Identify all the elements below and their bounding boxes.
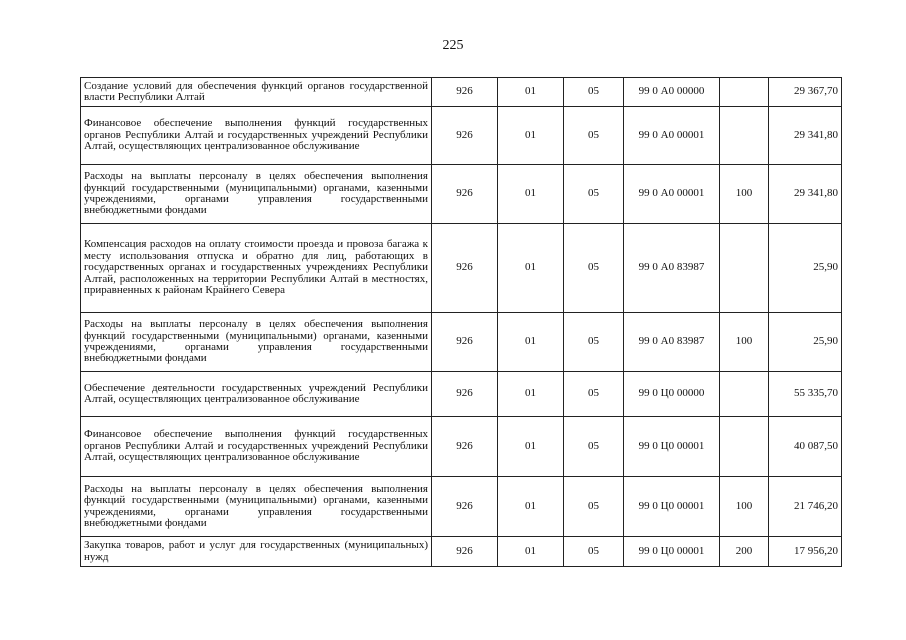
row-rz: 01 bbox=[498, 165, 564, 224]
row-name: Расходы на выплаты персоналу в целях обеспечения выполнения функций государственными (муниципальными) органами, казенными учреждениями, органами управления государственными внебюджетными фондами bbox=[81, 165, 432, 224]
row-grbs: 926 bbox=[432, 107, 498, 165]
row-vr bbox=[720, 224, 769, 313]
row-pr: 05 bbox=[564, 417, 624, 477]
row-cs: 99 0 А0 00000 bbox=[624, 78, 720, 107]
row-grbs: 926 bbox=[432, 372, 498, 417]
row-grbs: 926 bbox=[432, 477, 498, 537]
table-row bbox=[81, 78, 842, 107]
row-cs: 99 0 А0 00001 bbox=[624, 165, 720, 224]
row-pr: 05 bbox=[564, 107, 624, 165]
row-pr: 05 bbox=[564, 313, 624, 372]
row-grbs: 926 bbox=[432, 417, 498, 477]
row-pr: 05 bbox=[564, 165, 624, 224]
row-grbs: 926 bbox=[432, 537, 498, 567]
row-vr bbox=[720, 417, 769, 477]
row-name: Расходы на выплаты персоналу в целях обеспечения выполнения функций государственными (муниципальными) органами, казенными учреждениями, органами управления государственными внебюджетными фондами bbox=[81, 477, 432, 537]
table-row bbox=[81, 165, 842, 224]
row-sum: 29 341,80 bbox=[769, 107, 842, 165]
row-name: Расходы на выплаты персоналу в целях обеспечения выполнения функций государственными (муниципальными) органами, казенными учреждениями, органами управления государственными внебюджетными фондами bbox=[81, 313, 432, 372]
table-row bbox=[81, 417, 842, 477]
row-name: Обеспечение деятельности государственных учреждений Республики Алтай, осуществляющих централизованное обслуживание bbox=[81, 372, 432, 417]
row-rz: 01 bbox=[498, 477, 564, 537]
row-pr: 05 bbox=[564, 78, 624, 107]
row-grbs: 926 bbox=[432, 313, 498, 372]
table-row bbox=[81, 537, 842, 567]
row-pr: 05 bbox=[564, 372, 624, 417]
row-cs: 99 0 Ц0 00001 bbox=[624, 477, 720, 537]
row-vr: 100 bbox=[720, 165, 769, 224]
row-pr: 05 bbox=[564, 477, 624, 537]
table-row bbox=[81, 313, 842, 372]
table-row bbox=[81, 107, 842, 165]
row-vr: 100 bbox=[720, 477, 769, 537]
row-name: Финансовое обеспечение выполнения функций государственных органов Республики Алтай и государственных учреждений Республики Алтай, осуществляющих централизованное обслуживание bbox=[81, 417, 432, 477]
row-grbs: 926 bbox=[432, 165, 498, 224]
row-sum: 55 335,70 bbox=[769, 372, 842, 417]
row-sum: 29 367,70 bbox=[769, 78, 842, 107]
row-vr bbox=[720, 372, 769, 417]
budget-table bbox=[80, 77, 842, 567]
row-cs: 99 0 А0 83987 bbox=[624, 224, 720, 313]
budget-table-body bbox=[81, 78, 842, 567]
row-rz: 01 bbox=[498, 372, 564, 417]
row-sum: 17 956,20 bbox=[769, 537, 842, 567]
row-cs: 99 0 Ц0 00001 bbox=[624, 417, 720, 477]
row-vr: 100 bbox=[720, 313, 769, 372]
table-row bbox=[81, 372, 842, 417]
row-name: Закупка товаров, работ и услуг для государственных (муниципальных) нужд bbox=[81, 537, 432, 567]
row-rz: 01 bbox=[498, 78, 564, 107]
row-name: Компенсация расходов на оплату стоимости проезда и провоза багажа к месту использования отпуска и обратно для лиц, работающих в государственных органах и государственных учреждениях Республики Алтай, расположенных на территории Республики Алтай в местностях, приравненных к районам Крайнего Севера bbox=[81, 224, 432, 313]
row-rz: 01 bbox=[498, 107, 564, 165]
row-sum: 25,90 bbox=[769, 313, 842, 372]
row-rz: 01 bbox=[498, 417, 564, 477]
row-name: Создание условий для обеспечения функций органов государственной власти Республики Алтай bbox=[81, 78, 432, 107]
row-sum: 29 341,80 bbox=[769, 165, 842, 224]
page-number: 225 bbox=[442, 38, 464, 53]
row-pr: 05 bbox=[564, 224, 624, 313]
table-row bbox=[81, 224, 842, 313]
row-pr: 05 bbox=[564, 537, 624, 567]
row-vr bbox=[720, 78, 769, 107]
row-rz: 01 bbox=[498, 537, 564, 567]
table-row bbox=[81, 477, 842, 537]
row-grbs: 926 bbox=[432, 78, 498, 107]
row-sum: 40 087,50 bbox=[769, 417, 842, 477]
row-cs: 99 0 Ц0 00000 bbox=[624, 372, 720, 417]
row-rz: 01 bbox=[498, 313, 564, 372]
row-rz: 01 bbox=[498, 224, 564, 313]
row-grbs: 926 bbox=[432, 224, 498, 313]
row-cs: 99 0 Ц0 00001 bbox=[624, 537, 720, 567]
row-vr bbox=[720, 107, 769, 165]
row-sum: 21 746,20 bbox=[769, 477, 842, 537]
row-name: Финансовое обеспечение выполнения функций государственных органов Республики Алтай и государственных учреждений Республики Алтай, осуществляющих централизованное обслуживание bbox=[81, 107, 432, 165]
row-cs: 99 0 А0 83987 bbox=[624, 313, 720, 372]
row-vr: 200 bbox=[720, 537, 769, 567]
row-sum: 25,90 bbox=[769, 224, 842, 313]
row-cs: 99 0 А0 00001 bbox=[624, 107, 720, 165]
